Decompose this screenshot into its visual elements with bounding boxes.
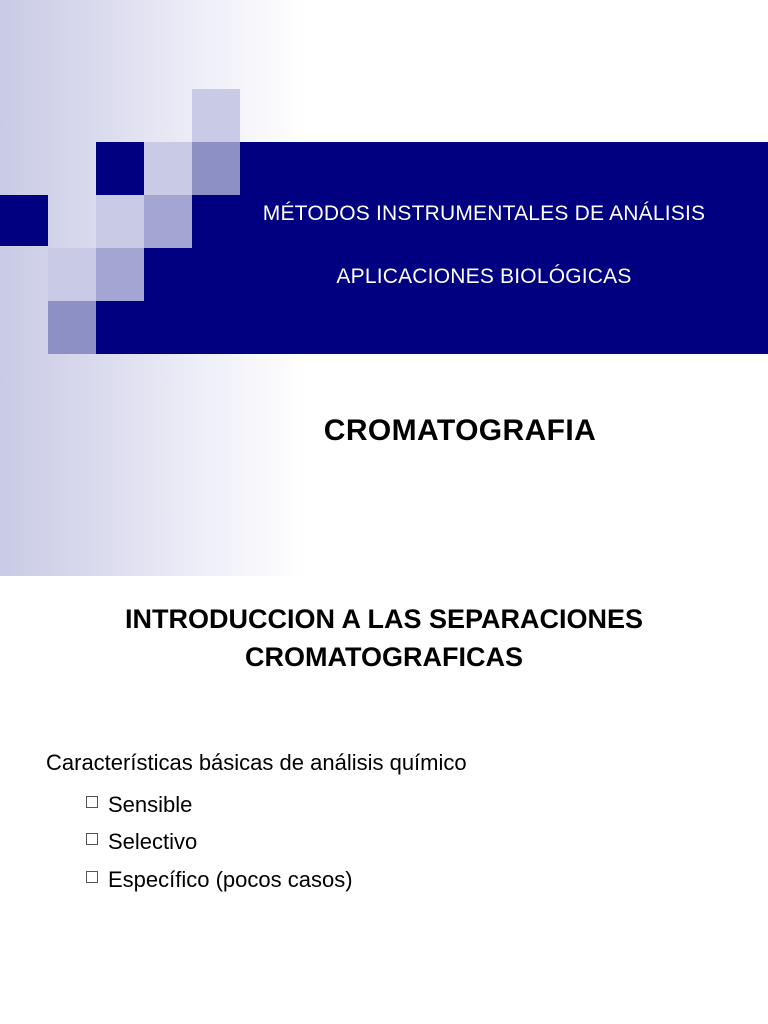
- decor-square: [144, 142, 192, 195]
- square-bullet-icon: [86, 871, 98, 883]
- decor-square: [96, 248, 144, 301]
- slide-title-line2: APLICACIONES BIOLÓGICAS: [336, 265, 632, 288]
- slide2-heading-line1: INTRODUCCION A LAS SEPARACIONES: [124, 604, 644, 634]
- list-item-text: Selectivo: [108, 829, 198, 855]
- bullet-list: [86, 786, 353, 899]
- square-bullet-icon: [86, 796, 98, 808]
- decor-square: [48, 301, 96, 354]
- list-item: [86, 861, 353, 899]
- banner-left-stub: [0, 195, 48, 246]
- list-item: [86, 824, 353, 862]
- square-bullet-icon: [86, 833, 98, 845]
- decor-square: [96, 195, 144, 248]
- slide-subtitle: CROMATOGRAFIA: [323, 414, 597, 447]
- slide2-heading-line2: CROMATOGRAFICAS: [245, 642, 523, 672]
- list-item-text: Sensible: [108, 791, 193, 817]
- slide-intro: [0, 576, 768, 1024]
- list-item: [86, 786, 353, 824]
- decor-square: [48, 248, 96, 301]
- decor-square: [144, 195, 192, 248]
- decor-square: [192, 89, 240, 142]
- slide2-intro-text: Características básicas de análisis químico: [46, 750, 467, 775]
- slide-title-line1: MÉTODOS INSTRUMENTALES DE ANÁLISIS: [262, 202, 706, 225]
- slide2-heading: [40, 600, 728, 676]
- decor-square: [192, 142, 240, 195]
- list-item-text: Específico (pocos casos): [108, 866, 353, 892]
